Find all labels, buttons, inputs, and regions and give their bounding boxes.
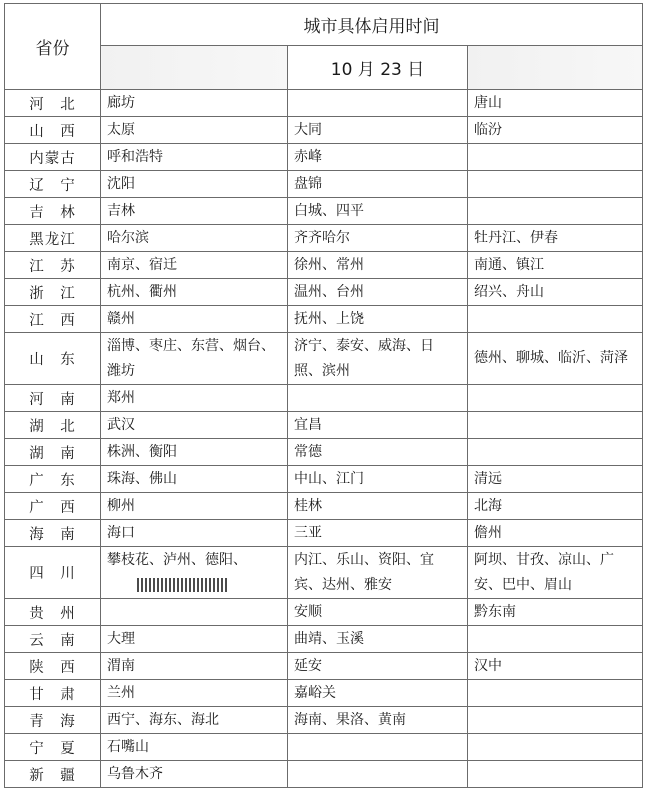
date-column-1-header bbox=[101, 46, 288, 90]
province-cell: 河 北 bbox=[5, 90, 101, 117]
province-cell: 河 南 bbox=[5, 385, 101, 412]
city-cell-col1: 攀枝花、泸州、德阳、 bbox=[101, 547, 288, 599]
city-cell-col1: 南京、宿迁 bbox=[101, 252, 288, 279]
table-row bbox=[5, 225, 643, 252]
table-row bbox=[5, 385, 643, 412]
date-column-2-header: 10 月 23 日 bbox=[288, 46, 468, 90]
table-row bbox=[5, 493, 643, 520]
table-row bbox=[5, 117, 643, 144]
date-column-3-header bbox=[468, 46, 643, 90]
city-cell-col1: 珠海、佛山 bbox=[101, 466, 288, 493]
city-cell-col2: 内江、乐山、资阳、宜宾、达州、雅安 bbox=[288, 547, 468, 599]
city-cell-col2: 宜昌 bbox=[288, 412, 468, 439]
city-cell-col1: 太原 bbox=[101, 117, 288, 144]
city-cell-col2: 中山、江门 bbox=[288, 466, 468, 493]
table-row bbox=[5, 653, 643, 680]
city-cell-col3 bbox=[468, 761, 643, 788]
province-cell: 辽 宁 bbox=[5, 171, 101, 198]
city-cell-col2: 三亚 bbox=[288, 520, 468, 547]
city-cell-col3: 德州、聊城、临沂、菏泽 bbox=[468, 333, 643, 385]
province-cell: 贵 州 bbox=[5, 599, 101, 626]
province-cell: 广 东 bbox=[5, 466, 101, 493]
city-cell-col3 bbox=[468, 144, 643, 171]
province-cell: 浙 江 bbox=[5, 279, 101, 306]
city-cell-col3 bbox=[468, 171, 643, 198]
city-cell-col1: 柳州 bbox=[101, 493, 288, 520]
table-row bbox=[5, 144, 643, 171]
province-cell: 江 西 bbox=[5, 306, 101, 333]
city-schedule-table bbox=[4, 3, 643, 788]
city-cell-col1: 赣州 bbox=[101, 306, 288, 333]
table-row bbox=[5, 306, 643, 333]
city-cell-col1: 大理 bbox=[101, 626, 288, 653]
city-cell-col1: 吉林 bbox=[101, 198, 288, 225]
province-cell: 黑龙江 bbox=[5, 225, 101, 252]
province-cell: 海 南 bbox=[5, 520, 101, 547]
city-cell-col3: 黔东南 bbox=[468, 599, 643, 626]
city-cell-col3 bbox=[468, 707, 643, 734]
table-row bbox=[5, 626, 643, 653]
table-body bbox=[5, 90, 643, 788]
city-cell-col1: 海口 bbox=[101, 520, 288, 547]
city-cell-col3: 牡丹江、伊春 bbox=[468, 225, 643, 252]
province-cell: 甘 肃 bbox=[5, 680, 101, 707]
city-cell-col3: 南通、镇江 bbox=[468, 252, 643, 279]
city-cell-col2: 盘锦 bbox=[288, 171, 468, 198]
city-cell-col3: 阿坝、甘孜、凉山、广安、巴中、眉山 bbox=[468, 547, 643, 599]
city-cell-col3 bbox=[468, 734, 643, 761]
city-cell-col3: 临汾 bbox=[468, 117, 643, 144]
city-cell-col1: 渭南 bbox=[101, 653, 288, 680]
city-cell-col1: 杭州、衢州 bbox=[101, 279, 288, 306]
city-cell-col3: 唐山 bbox=[468, 90, 643, 117]
city-cell-col3 bbox=[468, 412, 643, 439]
city-cell-col2: 赤峰 bbox=[288, 144, 468, 171]
province-cell: 江 苏 bbox=[5, 252, 101, 279]
table-row bbox=[5, 599, 643, 626]
city-cell-col1: 郑州 bbox=[101, 385, 288, 412]
city-cell-col2 bbox=[288, 734, 468, 761]
city-cell-col2: 常德 bbox=[288, 439, 468, 466]
city-cell-col1 bbox=[101, 599, 288, 626]
city-cell-col1: 兰州 bbox=[101, 680, 288, 707]
city-cell-col3 bbox=[468, 306, 643, 333]
table-row bbox=[5, 761, 643, 788]
city-cell-col2: 徐州、常州 bbox=[288, 252, 468, 279]
city-cell-col1: 呼和浩特 bbox=[101, 144, 288, 171]
city-cell-col1: 廊坊 bbox=[101, 90, 288, 117]
province-cell: 吉 林 bbox=[5, 198, 101, 225]
table-row bbox=[5, 466, 643, 493]
city-cell-col1: 哈尔滨 bbox=[101, 225, 288, 252]
city-cell-col2: 安顺 bbox=[288, 599, 468, 626]
city-cell-col2 bbox=[288, 761, 468, 788]
city-cell-col3: 北海 bbox=[468, 493, 643, 520]
table-row bbox=[5, 707, 643, 734]
province-cell: 广 西 bbox=[5, 493, 101, 520]
province-header: 省份 bbox=[5, 4, 101, 90]
province-cell: 云 南 bbox=[5, 626, 101, 653]
city-cell-col2: 大同 bbox=[288, 117, 468, 144]
table-row bbox=[5, 520, 643, 547]
city-cell-col1: 乌鲁木齐 bbox=[101, 761, 288, 788]
city-cell-col3: 清远 bbox=[468, 466, 643, 493]
table-row bbox=[5, 252, 643, 279]
province-cell: 陕 西 bbox=[5, 653, 101, 680]
group-title-header: 城市具体启用时间 bbox=[101, 4, 643, 46]
city-cell-col2: 齐齐哈尔 bbox=[288, 225, 468, 252]
province-cell: 新 疆 bbox=[5, 761, 101, 788]
city-cell-col3 bbox=[468, 198, 643, 225]
city-cell-col1: 沈阳 bbox=[101, 171, 288, 198]
city-cell-col1: 石嘴山 bbox=[101, 734, 288, 761]
city-cell-col1: 武汉 bbox=[101, 412, 288, 439]
city-cell-col2: 白城、四平 bbox=[288, 198, 468, 225]
city-cell-col2: 延安 bbox=[288, 653, 468, 680]
city-cell-col3: 绍兴、舟山 bbox=[468, 279, 643, 306]
city-cell-col2: 曲靖、玉溪 bbox=[288, 626, 468, 653]
table-row bbox=[5, 198, 643, 225]
province-cell: 湖 北 bbox=[5, 412, 101, 439]
table-row bbox=[5, 439, 643, 466]
city-cell-col3: 汉中 bbox=[468, 653, 643, 680]
city-cell-col2: 济宁、泰安、威海、日照、滨州 bbox=[288, 333, 468, 385]
city-cell-col1: 株洲、衡阳 bbox=[101, 439, 288, 466]
table-row bbox=[5, 279, 643, 306]
province-cell: 宁 夏 bbox=[5, 734, 101, 761]
city-cell-col3 bbox=[468, 439, 643, 466]
table-row bbox=[5, 547, 643, 599]
city-cell-col3: 儋州 bbox=[468, 520, 643, 547]
city-cell-col1: 淄博、枣庄、东营、烟台、潍坊 bbox=[101, 333, 288, 385]
city-cell-col2: 桂林 bbox=[288, 493, 468, 520]
city-cell-col2: 嘉峪关 bbox=[288, 680, 468, 707]
province-cell: 内蒙古 bbox=[5, 144, 101, 171]
table-row bbox=[5, 412, 643, 439]
table-row bbox=[5, 734, 643, 761]
city-cell-col2: 海南、果洛、黄南 bbox=[288, 707, 468, 734]
table-row bbox=[5, 171, 643, 198]
table-row bbox=[5, 680, 643, 707]
province-cell: 青 海 bbox=[5, 707, 101, 734]
city-cell-col2: 温州、台州 bbox=[288, 279, 468, 306]
illegible-text-smudge bbox=[137, 578, 227, 592]
province-cell: 山 东 bbox=[5, 333, 101, 385]
city-cell-col2: 抚州、上饶 bbox=[288, 306, 468, 333]
table-row bbox=[5, 90, 643, 117]
city-cell-col2 bbox=[288, 90, 468, 117]
city-cell-col3 bbox=[468, 385, 643, 412]
province-cell: 湖 南 bbox=[5, 439, 101, 466]
table-row bbox=[5, 333, 643, 385]
city-cell-col3 bbox=[468, 680, 643, 707]
city-cell-col2 bbox=[288, 385, 468, 412]
province-cell: 四 川 bbox=[5, 547, 101, 599]
province-cell: 山 西 bbox=[5, 117, 101, 144]
city-cell-col1: 西宁、海东、海北 bbox=[101, 707, 288, 734]
city-cell-col3 bbox=[468, 626, 643, 653]
